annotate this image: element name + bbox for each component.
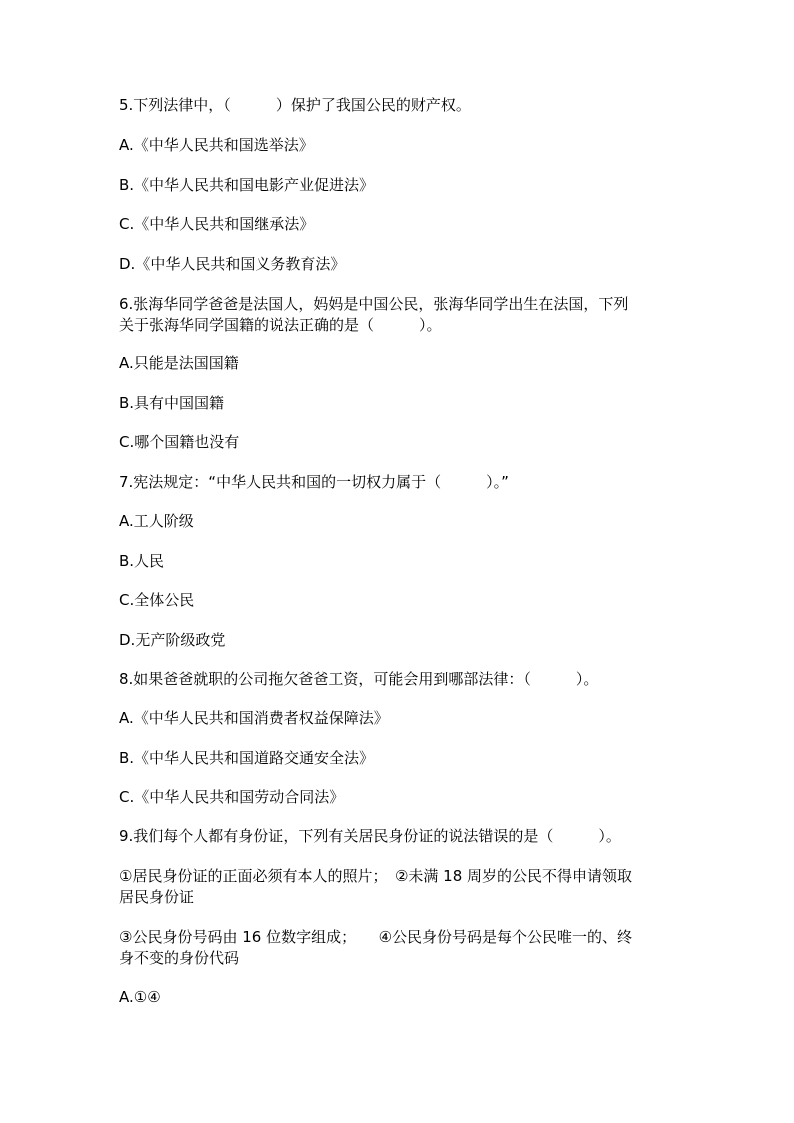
question-6-stem-line-2: 关于张海华同学国籍的说法正确的是（ ）。 [119, 316, 442, 334]
question-9-statement-3-4-line-2: 身不变的身份代码 [119, 949, 240, 967]
question-5-option-a: A.《中华人民共和国选举法》 [119, 136, 314, 154]
question-5-option-b: B.《中华人民共和国电影产业促进法》 [119, 176, 375, 194]
question-5-stem: 5.下列法律中，（ ）保护了我国公民的财产权。 [119, 96, 471, 114]
question-6-option-c: C.哪个国籍也没有 [119, 433, 240, 451]
question-7-option-c: C.全体公民 [119, 591, 195, 609]
question-8-stem: 8.如果爸爸就职的公司拖欠爸爸工资，可能会用到哪部法律：（ ）。 [119, 670, 599, 688]
question-9-statement-1-2-line-2: 居民身份证 [119, 888, 195, 906]
question-9-option-a: A.①④ [119, 988, 161, 1006]
question-6-stem-line-1: 6.张海华同学爸爸是法国人，妈妈是中国公民，张海华同学出生在法国，下列 [119, 295, 629, 313]
question-8-option-c: C.《中华人民共和国劳动合同法》 [119, 788, 345, 806]
question-6-option-a: A.只能是法国国籍 [119, 354, 239, 372]
question-9-stem: 9.我们每个人都有身份证，下列有关居民身份证的说法错误的是（ ）。 [119, 827, 621, 845]
question-5-option-c: C.《中华人民共和国继承法》 [119, 215, 315, 233]
question-8-option-b: B.《中华人民共和国道路交通安全法》 [119, 749, 375, 767]
question-5-option-d: D.《中华人民共和国义务教育法》 [119, 255, 346, 273]
question-7-option-d: D.无产阶级政党 [119, 631, 226, 649]
question-7-option-b: B.人民 [119, 552, 165, 570]
question-7-stem: 7.宪法规定：“中华人民共和国的一切权力属于（ ）。” [119, 473, 509, 491]
question-8-option-a: A.《中华人民共和国消费者权益保障法》 [119, 709, 389, 727]
question-7-option-a: A.工人阶级 [119, 512, 194, 530]
question-9-statement-3-4-line-1: ③公民身份号码由 16 位数字组成； ④公民身份号码是每个公民唯一的、终 [119, 928, 633, 946]
question-9-statement-1-2-line-1: ①居民身份证的正面必须有本人的照片； ②未满 18 周岁的公民不得申请领取 [119, 867, 633, 885]
question-6-option-b: B.具有中国国籍 [119, 394, 225, 412]
